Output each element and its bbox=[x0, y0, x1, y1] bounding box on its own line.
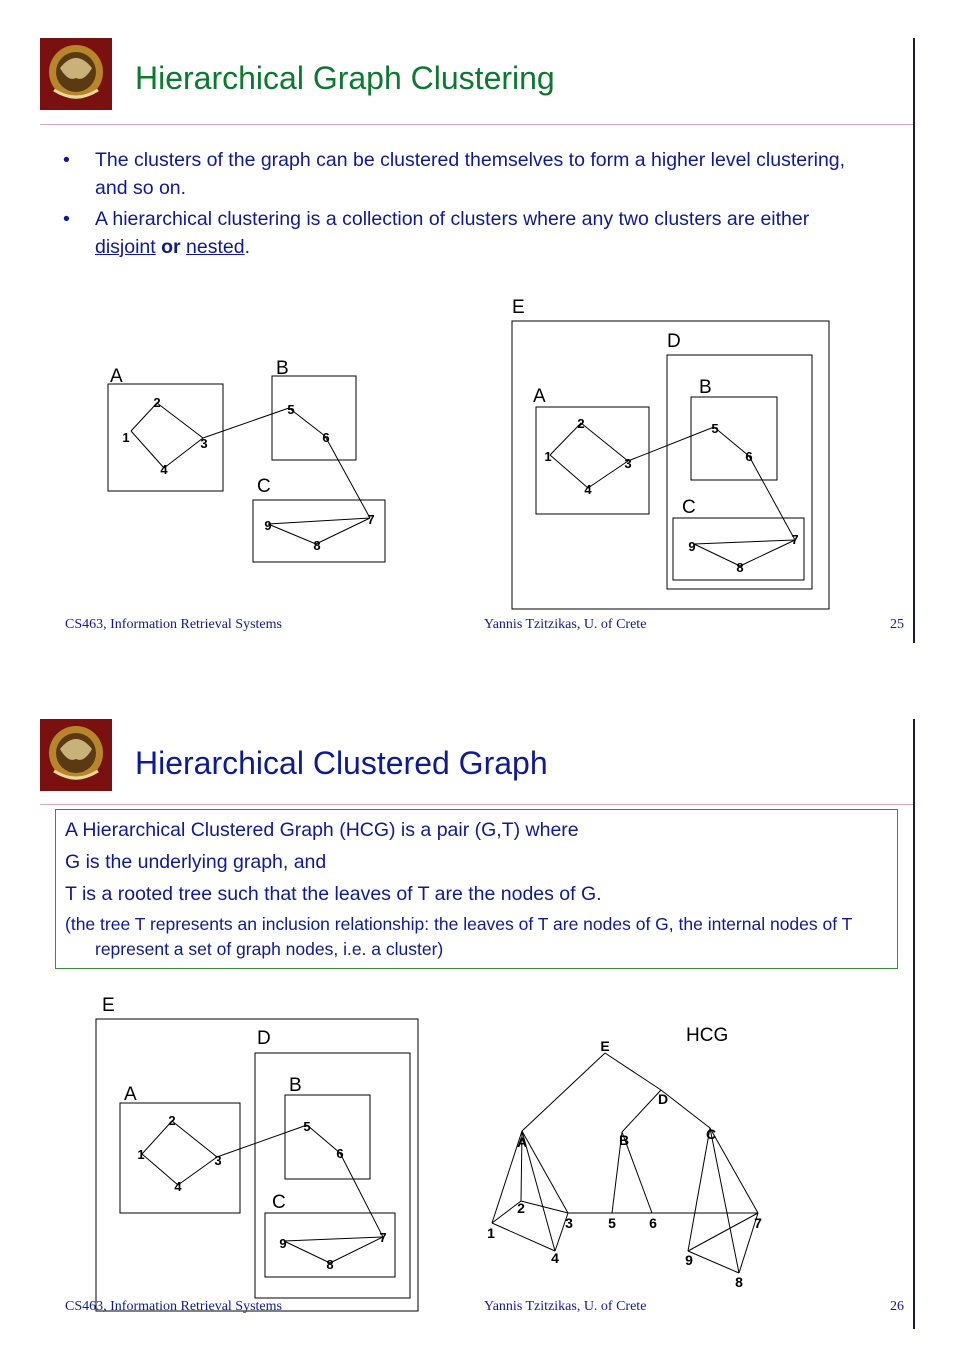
cluster-label-e: E bbox=[512, 297, 525, 318]
bullet-dot-icon: • bbox=[63, 208, 70, 230]
tree-node-c: C bbox=[705, 1126, 717, 1142]
hcg-figure bbox=[0, 683, 960, 1367]
footer-course: CS463, Information Retrieval Systems bbox=[65, 1299, 282, 1314]
right-clustering bbox=[512, 321, 829, 609]
tree-leaf: 5 bbox=[608, 1215, 616, 1231]
right-node-labels bbox=[544, 416, 798, 575]
graph-node: 6 bbox=[322, 430, 330, 445]
graph-node: 3 bbox=[200, 436, 208, 451]
footer-author: Yannis Tzitzikas, U. of Crete bbox=[484, 617, 647, 632]
cluster-label-a: A bbox=[124, 1084, 137, 1105]
graph-node: 8 bbox=[313, 538, 321, 553]
nested-clustering bbox=[96, 1019, 418, 1311]
definition-line: T is a rooted tree such that the leaves of T are the nodes of G. bbox=[65, 883, 602, 905]
tree-node-e: E bbox=[600, 1038, 610, 1054]
definition-line: G is the underlying graph, and bbox=[65, 851, 327, 873]
graph-node: 6 bbox=[745, 449, 753, 464]
tree-leaf: 2 bbox=[517, 1200, 525, 1216]
cluster-label-e: E bbox=[102, 995, 115, 1016]
tree-leaf: 8 bbox=[735, 1274, 743, 1290]
graph-node: 8 bbox=[736, 560, 744, 575]
graph-node: 4 bbox=[160, 462, 168, 477]
cluster-label-c: C bbox=[257, 476, 271, 497]
graph-node: 5 bbox=[303, 1119, 311, 1134]
term-disjoint: disjoint bbox=[95, 236, 156, 258]
cluster-label-b: B bbox=[276, 358, 289, 379]
bullet-dot-icon: • bbox=[63, 149, 70, 171]
cluster-label-c: C bbox=[272, 1192, 286, 1213]
graph-node: 6 bbox=[336, 1146, 344, 1161]
definition-line: A Hierarchical Clustered Graph (HCG) is a pair (G,T) where bbox=[65, 819, 579, 841]
graph-node: 5 bbox=[287, 402, 295, 417]
footer-page-number: 25 bbox=[890, 617, 904, 632]
graph-node: 1 bbox=[122, 430, 130, 445]
bullet-text-or: or bbox=[155, 236, 187, 258]
graph-node: 2 bbox=[153, 395, 161, 410]
graph-node: 5 bbox=[711, 421, 719, 436]
hcg-tree-edges bbox=[492, 1053, 758, 1273]
graph-node: 2 bbox=[577, 416, 585, 431]
cluster-label-d: D bbox=[257, 1028, 271, 1049]
cluster-label-a: A bbox=[533, 386, 546, 407]
tree-node-a: A bbox=[516, 1134, 528, 1150]
graph-node: 3 bbox=[214, 1153, 222, 1168]
cluster-label-c: C bbox=[682, 497, 696, 518]
graph-node: 1 bbox=[137, 1147, 145, 1162]
left-cluster-labels bbox=[110, 358, 289, 497]
tree-leaf: 1 bbox=[487, 1225, 495, 1241]
definition-note: (the tree T represents an inclusion relationship: the leaves of T are nodes of G, the internal nodes of T represent a set of graph nodes, i.e. a cluster) bbox=[65, 914, 853, 959]
tree-leaf: 3 bbox=[565, 1215, 573, 1231]
graph-node: 9 bbox=[264, 518, 272, 533]
graph-node: 3 bbox=[624, 456, 632, 471]
graph-node: 1 bbox=[544, 449, 552, 464]
tree-node-d: D bbox=[657, 1091, 669, 1107]
hcg-label: HCG bbox=[686, 1025, 729, 1046]
nested-node-labels bbox=[137, 1113, 386, 1272]
tree-leaf: 4 bbox=[551, 1250, 559, 1266]
footer-course: CS463, Information Retrieval Systems bbox=[65, 617, 282, 632]
graph-node: 7 bbox=[379, 1230, 387, 1245]
clustering-figure bbox=[0, 0, 960, 670]
slide-title: Hierarchical Clustered Graph bbox=[135, 745, 548, 781]
cluster-label-d: D bbox=[667, 331, 681, 352]
graph-node: 7 bbox=[367, 512, 375, 527]
tree-leaf: 7 bbox=[754, 1215, 762, 1231]
slide-title: Hierarchical Graph Clustering bbox=[135, 60, 555, 96]
graph-node: 4 bbox=[584, 482, 592, 497]
graph-node: 2 bbox=[168, 1113, 176, 1128]
cluster-label-b: B bbox=[699, 377, 712, 398]
bullet-text-end: . bbox=[244, 236, 251, 258]
graph-node: 4 bbox=[174, 1179, 182, 1194]
graph-node: 8 bbox=[326, 1257, 334, 1272]
graph-node: 7 bbox=[791, 532, 799, 547]
graph-node: 9 bbox=[279, 1236, 287, 1251]
cluster-label-a: A bbox=[110, 366, 123, 387]
nested-cluster-labels bbox=[102, 995, 302, 1213]
left-node-labels bbox=[122, 395, 374, 553]
tree-leaf: 6 bbox=[649, 1215, 657, 1231]
hcg-tree-labels bbox=[487, 1038, 762, 1290]
footer-author: Yannis Tzitzikas, U. of Crete bbox=[484, 1299, 647, 1314]
term-nested: nested bbox=[186, 236, 245, 258]
cluster-label-b: B bbox=[289, 1075, 302, 1096]
graph-node: 9 bbox=[688, 539, 696, 554]
slide-26 bbox=[0, 683, 960, 1367]
slide-25 bbox=[0, 0, 960, 670]
tree-node-b: B bbox=[618, 1132, 630, 1148]
bullet-text: A hierarchical clustering is a collection of clusters where any two clusters are either bbox=[95, 208, 810, 230]
left-clustering bbox=[108, 376, 385, 562]
tree-leaf: 9 bbox=[685, 1252, 693, 1268]
bullet-text: The clusters of the graph can be clustered themselves to form a higher level clustering, and so on. bbox=[95, 149, 846, 199]
footer-page-number: 26 bbox=[890, 1299, 904, 1314]
